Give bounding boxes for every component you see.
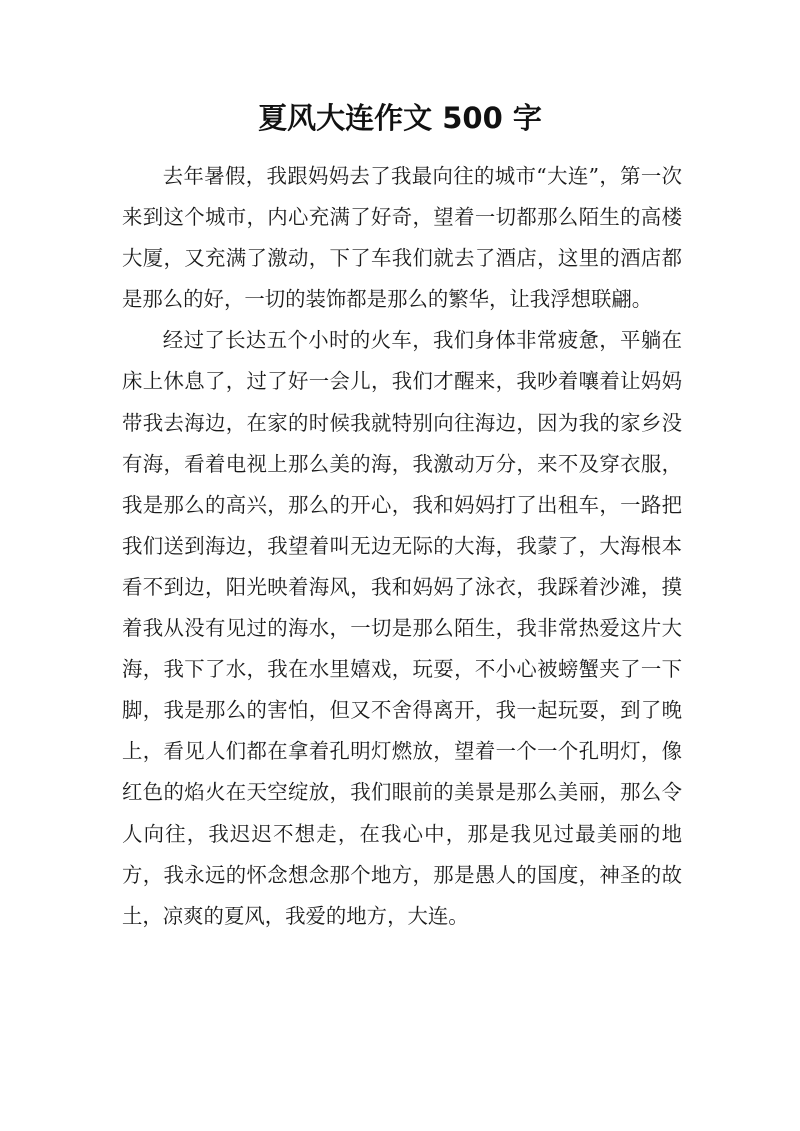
document-title: 夏风大连作文 500 字: [258, 101, 542, 135]
paragraph-1: 去年暑假，我跟妈妈去了我最向往的城市“大连”，第一次来到这个城市，内心充满了好奇，望着一切都那么陌生的高楼大厦，又充满了激动，下了车我们就去了酒店，这里的酒店都是那么的好，一切的装饰都是那么的繁华，让我浮想联翩。: [122, 164, 682, 312]
paragraph-2: 经过了长达五个小时的火车，我们身体非常疲惫，平躺在床上休息了，过了好一会儿，我们才醒来，我吵着嚷着让妈妈带我去海边，在家的时候我就特别向往海边，因为我的家乡没有海，看着电视上那么美的海，我激动万分，来不及穿衣服，我是那么的高兴，那么的开心，我和妈妈打了出租车，一路把我们送到海边，我望着叫无边无际的大海，我蒙了，大海根本看不到边，阳光映着海风，我和妈妈了泳衣，我踩着沙滩，摸着我从没有见过的海水，一切是那么陌生，我非常热爱这片大海，我下了水，我在水里嬉戏，玩耍，不小心被螃蟹夹了一下脚，我是那么的害怕，但又不舍得离开，我一起玩耍，到了晚上，看见人们都在拿着孔明灯燃放，望着一个一个孔明灯，像红色的焰火在天空绽放，我们眼前的美景是那么美丽，那么令人向往，我迟迟不想走，在我心中，那是我见过最美丽的地方，我永远的怀念想念那个地方，那是愚人的国度，神圣的故土，凉爽的夏风，我爱的地方，大连。: [122, 328, 682, 928]
document-body: [122, 156, 682, 937]
